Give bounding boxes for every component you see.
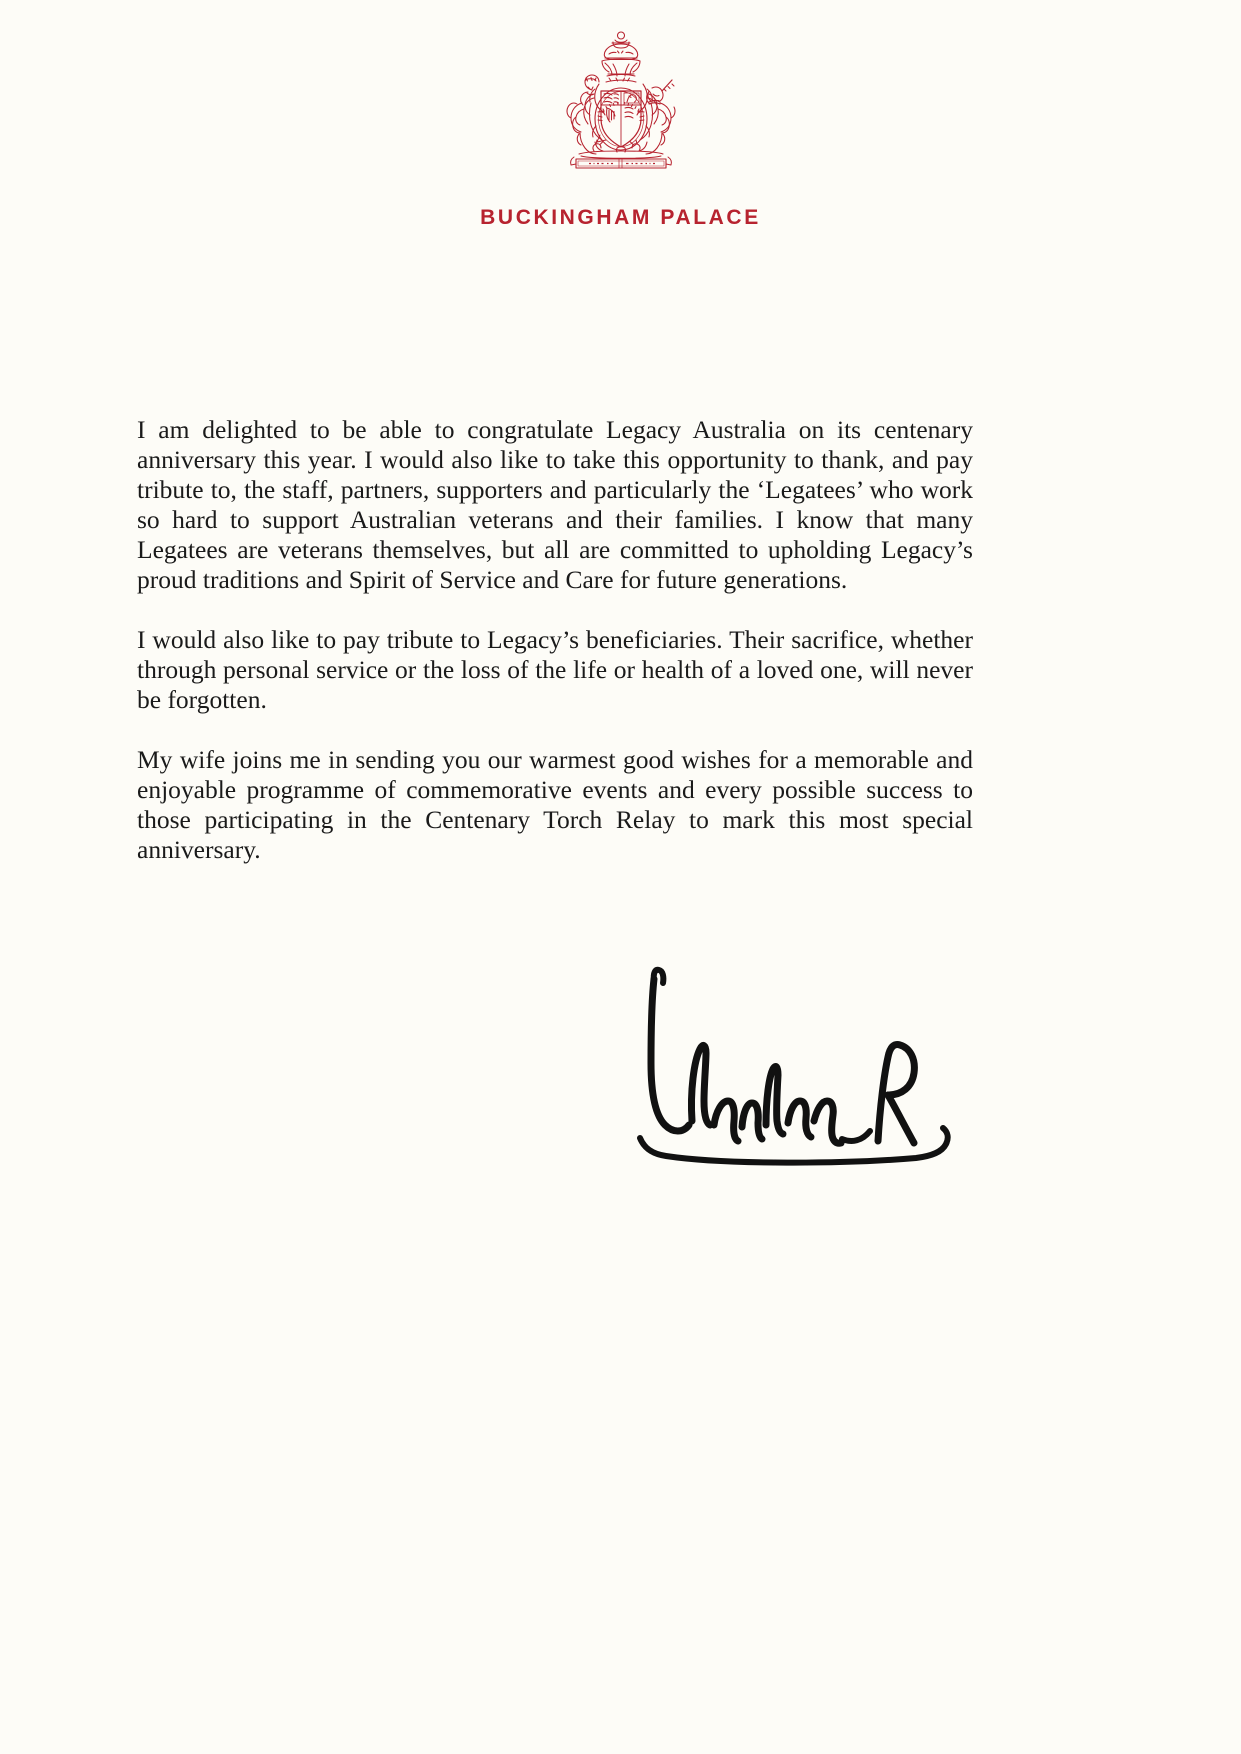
letter-paragraph-3: My wife joins me in sending you our warmest good wishes for a memorable and enjoyable programme of commemorative events and every possible success to those participating in the Centenary Torch Relay to mark this most special anniversary. [137,745,973,864]
signature [610,945,970,1175]
letterhead [0,28,1241,230]
letter-paragraph-1: I am delighted to be able to congratulate Legacy Australia on its centenary anniversary this year. I would also like to take this opportunity to thank, and pay tribute to, the staff, partners, supporters and particularly the ‘Legatees’ who work so hard to support Australian veterans and their families. I know that many Legatees are veterans themselves, but all are committed to upholding Legacy’s proud traditions and Spirit of Service and Care for future generations. [137,415,973,594]
royal-coat-of-arms-icon [546,28,696,180]
letter-paragraph-2: I would also like to pay tribute to Legacy’s beneficiaries. Their sacrifice, whether through personal service or the loss of the life or health of a loved one, will never be forgotten. [137,625,973,714]
letter-body [137,415,973,865]
page-title: BUCKINGHAM PALACE [480,206,761,229]
handwritten-signature-icon [610,945,970,1175]
